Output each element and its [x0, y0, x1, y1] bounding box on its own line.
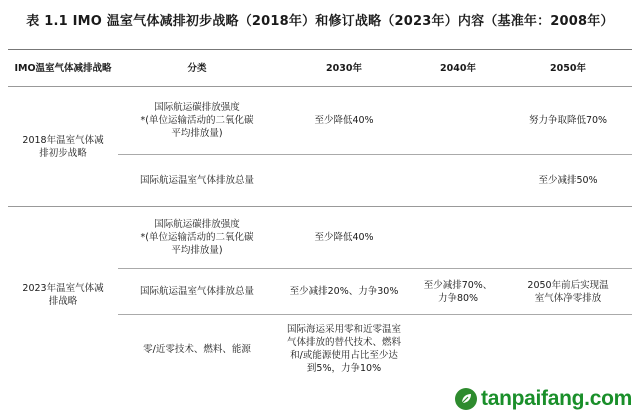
header-2050: 2050年 — [504, 50, 632, 87]
target-line: 至少减排70%、 — [423, 279, 493, 291]
target-2050-cell — [504, 315, 632, 384]
target-2050-cell: 至少减排50% — [504, 155, 632, 207]
category-cell — [118, 155, 276, 207]
table-row — [8, 207, 632, 269]
strategy-label: 2018年温室气体减排初步战略 — [22, 134, 104, 159]
target-2050-cell — [504, 269, 632, 315]
category-line: 国际航运碳排放强度 — [154, 102, 240, 113]
header-category: 分类 — [118, 50, 276, 87]
header-row — [8, 50, 632, 87]
strategy-cell — [8, 207, 118, 384]
target-line: 国际海运采用零和近零温室 — [286, 324, 401, 336]
category-cell — [118, 207, 276, 269]
strategy-table — [8, 49, 632, 384]
category-line: 国际航运温室气体排放总量 — [139, 175, 254, 186]
category-line: 零/近零技术、燃料、能源 — [143, 343, 251, 355]
target-line: 室气体净零排放 — [534, 292, 602, 304]
target-2030-cell: 至少减排20%、力争30% — [276, 269, 412, 315]
target-line: 气体排放的替代技术、燃料 — [286, 337, 401, 349]
target-2050-cell: 努力争取降低70% — [528, 115, 608, 126]
target-line: 到5%，力争10% — [306, 363, 382, 375]
category-line: 国际航运温室气体排放总量 — [139, 286, 254, 297]
target-2030-cell — [276, 315, 412, 384]
target-2040-cell — [412, 207, 504, 269]
category-line: *(单位运输活动的二氧化碳 — [140, 115, 254, 126]
category-line: 国际航运碳排放强度 — [154, 219, 240, 230]
category-cell — [118, 315, 276, 384]
target-2040-cell — [412, 269, 504, 315]
target-line: 力争80% — [437, 292, 479, 304]
watermark — [455, 387, 632, 411]
target-2040-cell — [412, 315, 504, 384]
table-row — [8, 87, 632, 155]
strategy-label: 2023年温室气体减排战略 — [22, 283, 104, 308]
category-cell — [118, 87, 276, 155]
category-line: 平均排放量) — [171, 128, 223, 139]
target-2050-cell — [504, 207, 632, 269]
strategy-cell — [8, 87, 118, 207]
header-2040: 2040年 — [412, 50, 504, 87]
target-line: 2050年前后实现温 — [527, 279, 609, 291]
target-2040-cell — [412, 155, 504, 207]
target-2030-cell — [276, 155, 412, 207]
watermark-text: tanpaifang.com — [481, 387, 632, 410]
target-2040-cell — [412, 87, 504, 155]
table-title: 表 1.1 IMO 温室气体减排初步战略（2018年）和修订战略（2023年）内容（基准年：2008年） — [26, 14, 614, 29]
category-line: 平均排放量) — [171, 245, 223, 256]
header-strategy: IMO温室气体减排战略 — [8, 50, 118, 87]
category-line: *(单位运输活动的二氧化碳 — [140, 232, 254, 243]
category-cell — [118, 269, 276, 315]
leaf-logo-icon — [455, 388, 477, 410]
header-2030: 2030年 — [276, 50, 412, 87]
target-2030-cell: 至少降低40% — [314, 115, 374, 126]
target-line: 和/或能源使用占比至少达 — [290, 350, 398, 362]
target-2030-cell: 至少降低40% — [276, 207, 412, 269]
